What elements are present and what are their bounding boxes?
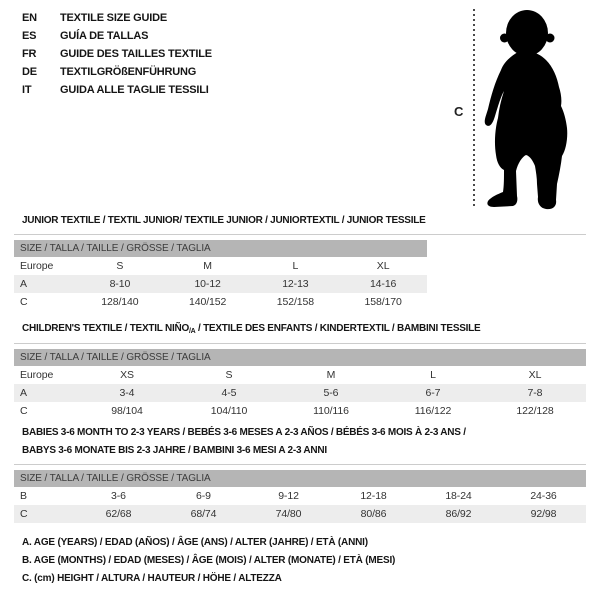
table-row (14, 257, 427, 275)
table-cell: 7-8 (527, 387, 543, 399)
footnote-line: C. (cm) HEIGHT / ALTURA / HAUTEUR / HÖHE / ALTEZZA (22, 573, 282, 584)
table-cell: 128/140 (101, 296, 139, 308)
section-heading-line (22, 442, 586, 460)
heading-segment: BABYS 3-6 MONATE BIS 2-3 JAHRE / BAMBINI 3-6 MESI A 2-3 ANNI (22, 445, 327, 456)
table-cell: 6-7 (425, 387, 441, 399)
table-top-rule (14, 234, 586, 235)
footnotes (22, 534, 395, 588)
table-row (14, 366, 586, 384)
table-cell: 104/110 (210, 405, 248, 417)
heading-segment: JUNIOR TEXTILE / TEXTIL JUNIOR/ TEXTILE JUNIOR / JUNIORTEXTIL / JUNIOR TESSILE (22, 215, 426, 226)
table-cell: 12-13 (282, 278, 309, 290)
language-code: ES (22, 30, 37, 42)
table-cell: 74/80 (275, 508, 302, 520)
table-cell: 3-4 (119, 387, 135, 399)
table-cell: 80/86 (360, 508, 387, 520)
language-label: GUÍA DE TALLAS (60, 30, 149, 42)
table-cell: XS (120, 369, 134, 381)
table-cell: 158/170 (364, 296, 402, 308)
table-cell: 6-9 (196, 490, 211, 502)
size-band-header: SIZE / TALLA / TAILLE / GRÖSSE / TAGLIA (14, 470, 586, 487)
table-cell: XL (528, 369, 542, 381)
table-cell: 8-10 (109, 278, 131, 290)
size-table (14, 470, 586, 523)
size-table (14, 349, 586, 420)
table-cell: 5-6 (323, 387, 339, 399)
heading-segment: /A (188, 328, 196, 335)
table-cell: 3-6 (111, 490, 126, 502)
size-band-header: SIZE / TALLA / TAILLE / GRÖSSE / TAGLIA (14, 240, 427, 257)
language-label: GUIDA ALLE TAGLIE TESSILI (60, 84, 209, 96)
size-section-3 (14, 424, 586, 523)
table-cell: S (116, 260, 124, 272)
table-cell: XL (376, 260, 390, 272)
row-label: B (20, 490, 27, 502)
language-row (22, 63, 212, 81)
toddler-silhouette-icon (480, 5, 600, 213)
table-row (14, 275, 427, 293)
language-label: TEXTILGRÖßENFÜHRUNG (60, 66, 197, 78)
table-cell: L (292, 260, 299, 272)
size-table (14, 240, 427, 311)
language-code: IT (22, 84, 32, 96)
table-cell: 62/68 (105, 508, 132, 520)
row-label: C (20, 405, 28, 417)
table-cell: L (430, 369, 436, 381)
language-row (22, 27, 212, 45)
language-list (22, 9, 212, 99)
table-cell: 4-5 (221, 387, 237, 399)
row-label: Europe (20, 369, 54, 381)
table-cell: 92/98 (530, 508, 557, 520)
table-row (14, 293, 427, 311)
table-cell: 122/128 (516, 405, 554, 417)
section-heading (22, 320, 586, 339)
row-label: A (20, 278, 27, 290)
table-cell: S (225, 369, 233, 381)
size-section-2 (14, 320, 586, 420)
row-label: A (20, 387, 27, 399)
table-cell: 10-12 (194, 278, 221, 290)
heading-segment: / TEXTILE DES ENFANTS / KINDERTEXTIL / BAMBINI TESSILE (195, 323, 481, 334)
language-label: GUIDE DES TAILLES TEXTILE (60, 48, 212, 60)
table-cell: 9-12 (278, 490, 299, 502)
table-row (14, 402, 586, 420)
footnote-line: B. AGE (MONTHS) / EDAD (MESES) / ÂGE (MOIS) / ALTER (MONATE) / ETÀ (MESI) (22, 555, 396, 566)
section-heading-line (22, 320, 586, 339)
table-cell: M (203, 260, 212, 272)
height-dotted-line (473, 9, 475, 207)
table-cell: 116/122 (414, 405, 452, 417)
heading-segment: CHILDREN'S TEXTILE / TEXTIL NIÑO (22, 323, 189, 334)
table-cell: 110/116 (313, 405, 349, 417)
table-top-rule (14, 464, 586, 465)
table-cell: 18-24 (445, 490, 472, 502)
language-label: TEXTILE SIZE GUIDE (60, 12, 168, 24)
table-cell: 14-16 (369, 278, 397, 290)
height-figure (440, 0, 600, 215)
table-cell: 12-18 (360, 490, 387, 502)
height-marker-label: C (454, 104, 464, 119)
row-label: Europe (20, 260, 54, 272)
table-cell: 24-36 (530, 490, 557, 502)
section-heading (22, 424, 586, 460)
table-cell: 68/74 (190, 508, 217, 520)
language-code: DE (22, 66, 37, 78)
table-cell: 140/152 (188, 296, 227, 308)
table-row (14, 487, 586, 505)
language-code: EN (22, 12, 37, 24)
section-heading-line (22, 212, 586, 230)
table-cell: 98/104 (111, 405, 143, 417)
table-cell: 86/92 (445, 508, 472, 520)
table-top-rule (14, 343, 586, 344)
table-cell: M (326, 369, 336, 381)
table-row (14, 384, 586, 402)
language-code: FR (22, 48, 37, 60)
heading-segment: BABIES 3-6 MONTH TO 2-3 YEARS / BEBÉS 3-6 MESES A 2-3 AÑOS / BÉBÉS 3-6 MOIS À 2-3 ANS / (22, 427, 466, 438)
table-row (14, 505, 586, 523)
footnote-line: A. AGE (YEARS) / EDAD (AÑOS) / ÂGE (ANS) / ALTER (JAHRE) / ETÀ (ANNI) (22, 537, 368, 548)
row-label: C (20, 296, 28, 308)
size-section-1 (14, 212, 586, 311)
size-band-header: SIZE / TALLA / TAILLE / GRÖSSE / TAGLIA (14, 349, 586, 366)
section-heading-line (22, 424, 586, 442)
language-row (22, 81, 212, 99)
section-heading (22, 212, 586, 230)
row-label: C (20, 508, 28, 520)
table-cell: 152/158 (276, 296, 314, 308)
language-row (22, 45, 212, 63)
language-row (22, 9, 212, 27)
